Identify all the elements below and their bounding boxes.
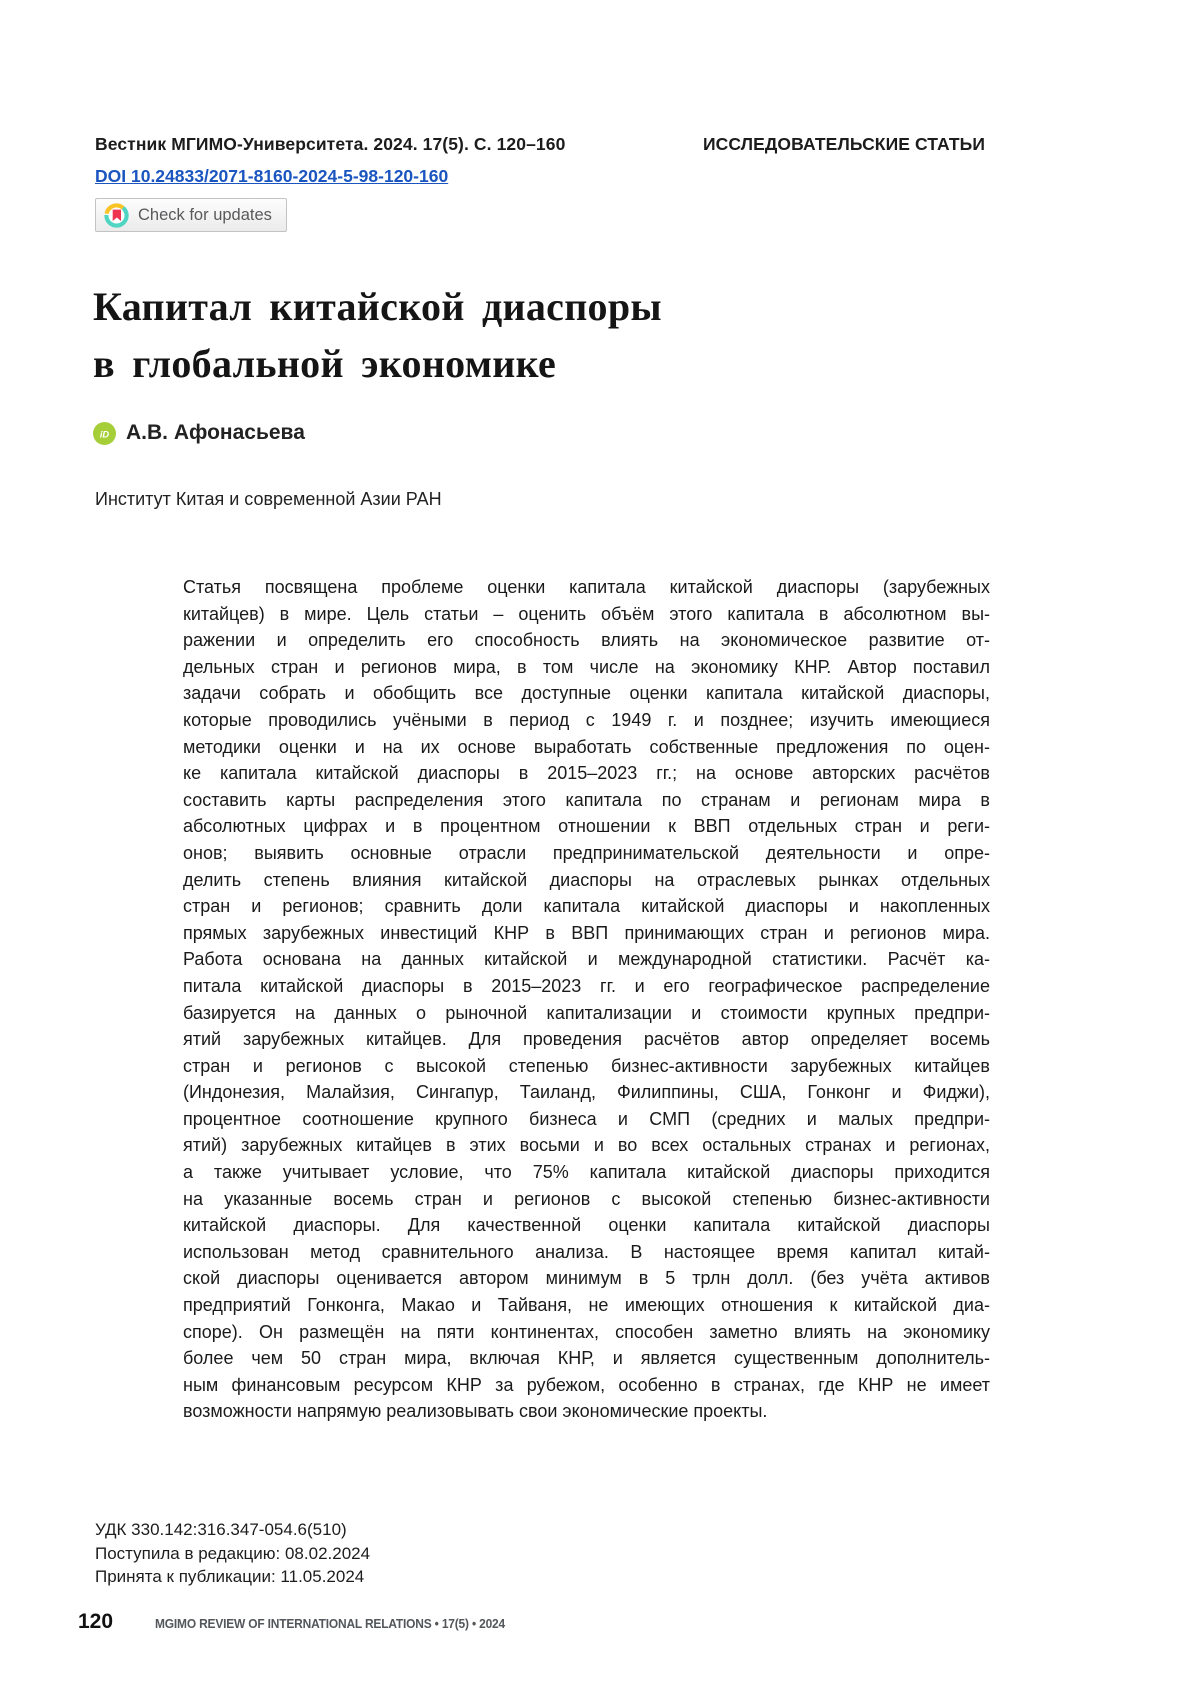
abstract-line: ской диаспоры оценивается автором минимум в 5 трлн долл. (без учёта активов (183, 1268, 990, 1289)
abstract-line: на указанные восемь стран и регионов с высокой степенью бизнес-активности (183, 1188, 990, 1209)
check-for-updates-button[interactable] (95, 198, 287, 232)
abstract-line: задачи собрать и обобщить все доступные оценки капитала китайской диаспоры, (183, 683, 990, 704)
abstract-line: ражении и определить его способность влиять на экономическое развитие от- (183, 630, 990, 651)
abstract-line: прямых зарубежных инвестиций КНР в ВВП принимающих стран и регионов мира. (183, 922, 990, 943)
orcid-icon[interactable] (93, 422, 116, 445)
abstract-line: стран и регионов; сравнить доли капитала китайской диаспоры и накопленных (183, 896, 990, 917)
abstract-line: Статья посвящена проблеме оценки капитала китайской диаспоры (зарубежных (183, 577, 990, 597)
abstract-line: ятий) зарубежных китайцев в этих восьми и во всех остальных странах и регионах, (183, 1135, 990, 1156)
article-title-line2: в глобальной экономике (93, 341, 557, 386)
check-for-updates-label: Check for updates (138, 205, 272, 224)
abstract-text (183, 574, 990, 1425)
abstract-line: а также учитывает условие, что 75% капитала китайской диаспоры приходится (183, 1162, 990, 1183)
page-footer (78, 1610, 535, 1634)
abstract-line: базируется на данных о рыночной капитализации и стоимости крупных предпри- (183, 1002, 990, 1023)
abstract-line: дельных стран и регионов мира, в том числе на экономику КНР. Автор поставил (183, 656, 990, 677)
abstract-line: составить карты распределения этого капитала по странам и регионам мира в (183, 789, 990, 810)
accepted-date: Принята к публикации: 11.05.2024 (95, 1567, 365, 1586)
doi-link[interactable]: DOI 10.24833/2071-8160-2024-5-98-120-160 (95, 166, 449, 186)
article-title (93, 278, 913, 392)
abstract-line: делить степень влияния китайской диаспоры на отраслевых рынках отдельных (183, 869, 990, 890)
udk-block (95, 1518, 370, 1589)
abstract-line: методики оценки и на их основе выработать собственные предложения по оцен- (183, 736, 990, 757)
svg-text:iD: iD (99, 428, 110, 439)
abstract-line: процентное соотношение крупного бизнеса и СМП (средних и малых предпри- (183, 1108, 990, 1129)
abstract-line: ным финансовым ресурсом КНР за рубежом, особенно в странах, где КНР не имеет (183, 1374, 990, 1395)
abstract-line: более чем 50 стран мира, включая КНР, и является существенным дополнитель- (183, 1348, 990, 1369)
udk-code: УДК 330.142:316.347-054.6(510) (95, 1520, 347, 1539)
page-number: 120 (78, 1610, 114, 1633)
page-header (95, 134, 985, 155)
abstract-line: предприятий Гонконга, Макао и Тайваня, не имеющих отношения к китайской диа- (183, 1295, 990, 1316)
abstract-line: китайской диаспоры. Для качественной оценки капитала китайской диаспоры (183, 1215, 990, 1236)
abstract-line: онов; выявить основные отрасли предпринимательской деятельности и опре- (183, 842, 990, 863)
crossmark-icon (104, 203, 129, 228)
abstract-line: стран и регионов с высокой степенью бизнес-активности зарубежных китайцев (183, 1055, 990, 1076)
abstract-line: споре). Он размещён на пяти континентах, способен заметно влиять на экономику (183, 1321, 990, 1342)
article-title-line1: Капитал китайской диаспоры (93, 284, 662, 329)
abstract-line: (Индонезия, Малайзия, Сингапур, Таиланд, Филиппины, США, Гонконг и Фиджи), (183, 1082, 990, 1103)
abstract-line: использован метод сравнительного анализа. В настоящее время капитал китай- (183, 1241, 990, 1262)
journal-citation: Вестник МГИМО-Университета. 2024. 17(5). С. 120–160 (95, 134, 566, 154)
abstract-line: абсолютных цифрах и в процентном отношении к ВВП отдельных стран и реги- (183, 816, 990, 837)
affiliation: Институт Китая и современной Азии РАН (95, 489, 442, 509)
section-label: ИССЛЕДОВАТЕЛЬСКИЕ СТАТЬИ (703, 134, 985, 154)
abstract-line: ке капитала китайской диаспоры в 2015–2023 гг.; на основе авторских расчётов (183, 763, 990, 784)
received-date: Поступила в редакцию: 08.02.2024 (95, 1543, 371, 1563)
abstract-line: ятий зарубежных китайцев. Для проведения расчётов автор определяет восемь (183, 1029, 990, 1050)
abstract-line: возможности напрямую реализовывать свои экономические проекты. (183, 1401, 768, 1422)
abstract-line: которые проводились учёными в период с 1949 г. и позднее; изучить имеющиеся (183, 709, 990, 730)
abstract-line: китайцев) в мире. Цель статьи – оценить объём этого капитала в абсолютном вы- (183, 603, 990, 624)
author-row (93, 421, 305, 445)
abstract-line: питала китайской диаспоры в 2015–2023 гг. и его географическое распределение (183, 975, 990, 996)
abstract-line: Работа основана на данных китайской и международной статистики. Расчёт ка- (183, 949, 990, 970)
author-name: А.В. Афонасьева (126, 421, 305, 444)
footer-journal-line: MGIMO REVIEW OF INTERNATIONAL RELATIONS • 17(5) • 2024 (155, 1616, 506, 1631)
